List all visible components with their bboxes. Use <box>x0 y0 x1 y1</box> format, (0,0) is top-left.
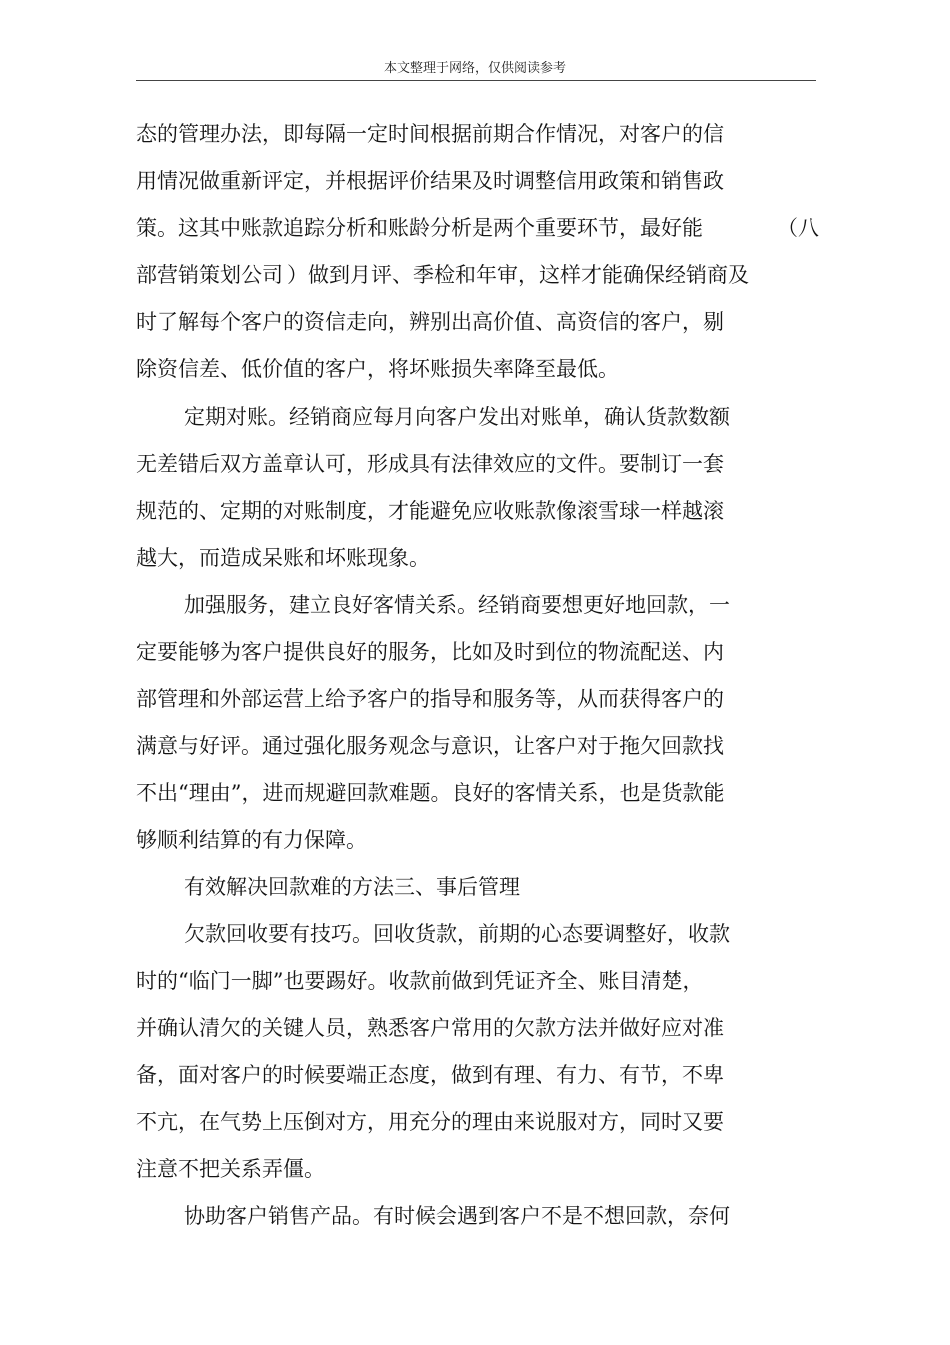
text-line: 用情况做重新评定，并根据评价结果及时调整信用政策和销售政 <box>136 169 724 193</box>
text-line: 定期对账。经销商应每月向客户发出对账单，确认货款数额 <box>184 405 730 429</box>
text-line: 时的“临门一脚”也要踢好。收款前做到凭证齐全、账目清楚， <box>136 969 704 993</box>
header-rule <box>136 80 816 81</box>
text-line: 备，面对客户的时候要端正态度，做到有理、有力、有节，不卑 <box>136 1063 724 1087</box>
text-line: 越大，而造成呆账和坏账现象。 <box>136 546 430 570</box>
text-line: 不亢，在气势上压倒对方，用充分的理由来说服对方，同时又要 <box>136 1110 724 1134</box>
section-heading: 有效解决回款难的方法三、事后管理 <box>184 875 520 899</box>
text-line: 不出“理由”，进而规避回款难题。良好的客情关系，也是货款能 <box>136 781 725 805</box>
text-line: 部管理和外部运营上给予客户的指导和服务等，从而获得客户的 <box>136 687 724 711</box>
text-line: 满意与好评。通过强化服务观念与意识，让客户对于拖欠回款找 <box>136 734 724 758</box>
text-line: 策。这其中账款追踪分析和账龄分析是两个重要环节，最好能 <box>136 216 703 240</box>
side-note-paren-open: （八 <box>777 216 819 240</box>
side-note-paren-close: ）做到月评、季检和年审，这样才能确保经销商及 <box>287 263 749 287</box>
text-line: 规范的、定期的对账制度，才能避免应收账款像滚雪球一样越滚 <box>136 499 724 523</box>
text-line: 并确认清欠的关键人员，熟悉客户常用的欠款方法并做好应对准 <box>136 1016 724 1040</box>
text-line: 够顺利结算的有力保障。 <box>136 828 367 852</box>
text-line: 注意不把关系弄僵。 <box>136 1157 325 1181</box>
text-line: 除资信差、低价值的客户，将坏账损失率降至最低。 <box>136 357 619 381</box>
text-line: 欠款回收要有技巧。回收货款，前期的心态要调整好，收款 <box>184 922 730 946</box>
text-line: 无差错后双方盖章认可，形成具有法律效应的文件。要制订一套 <box>136 452 724 476</box>
text-line: 加强服务，建立良好客情关系。经销商要想更好地回款，一 <box>184 593 730 617</box>
header-note: 本文整理于网络，仅供阅读参考 <box>383 61 566 76</box>
text-line: 部营销策划公司 <box>136 263 283 287</box>
text-line: 态的管理办法，即每隔一定时间根据前期合作情况，对客户的信 <box>136 122 724 146</box>
text-line: 时了解每个客户的资信走向，辨别出高价值、高资信的客户，剔 <box>136 310 724 334</box>
text-line: 定要能够为客户提供良好的服务，比如及时到位的物流配送、内 <box>136 640 724 664</box>
text-line: 协助客户销售产品。有时候会遇到客户不是不想回款，奈何 <box>184 1204 730 1228</box>
